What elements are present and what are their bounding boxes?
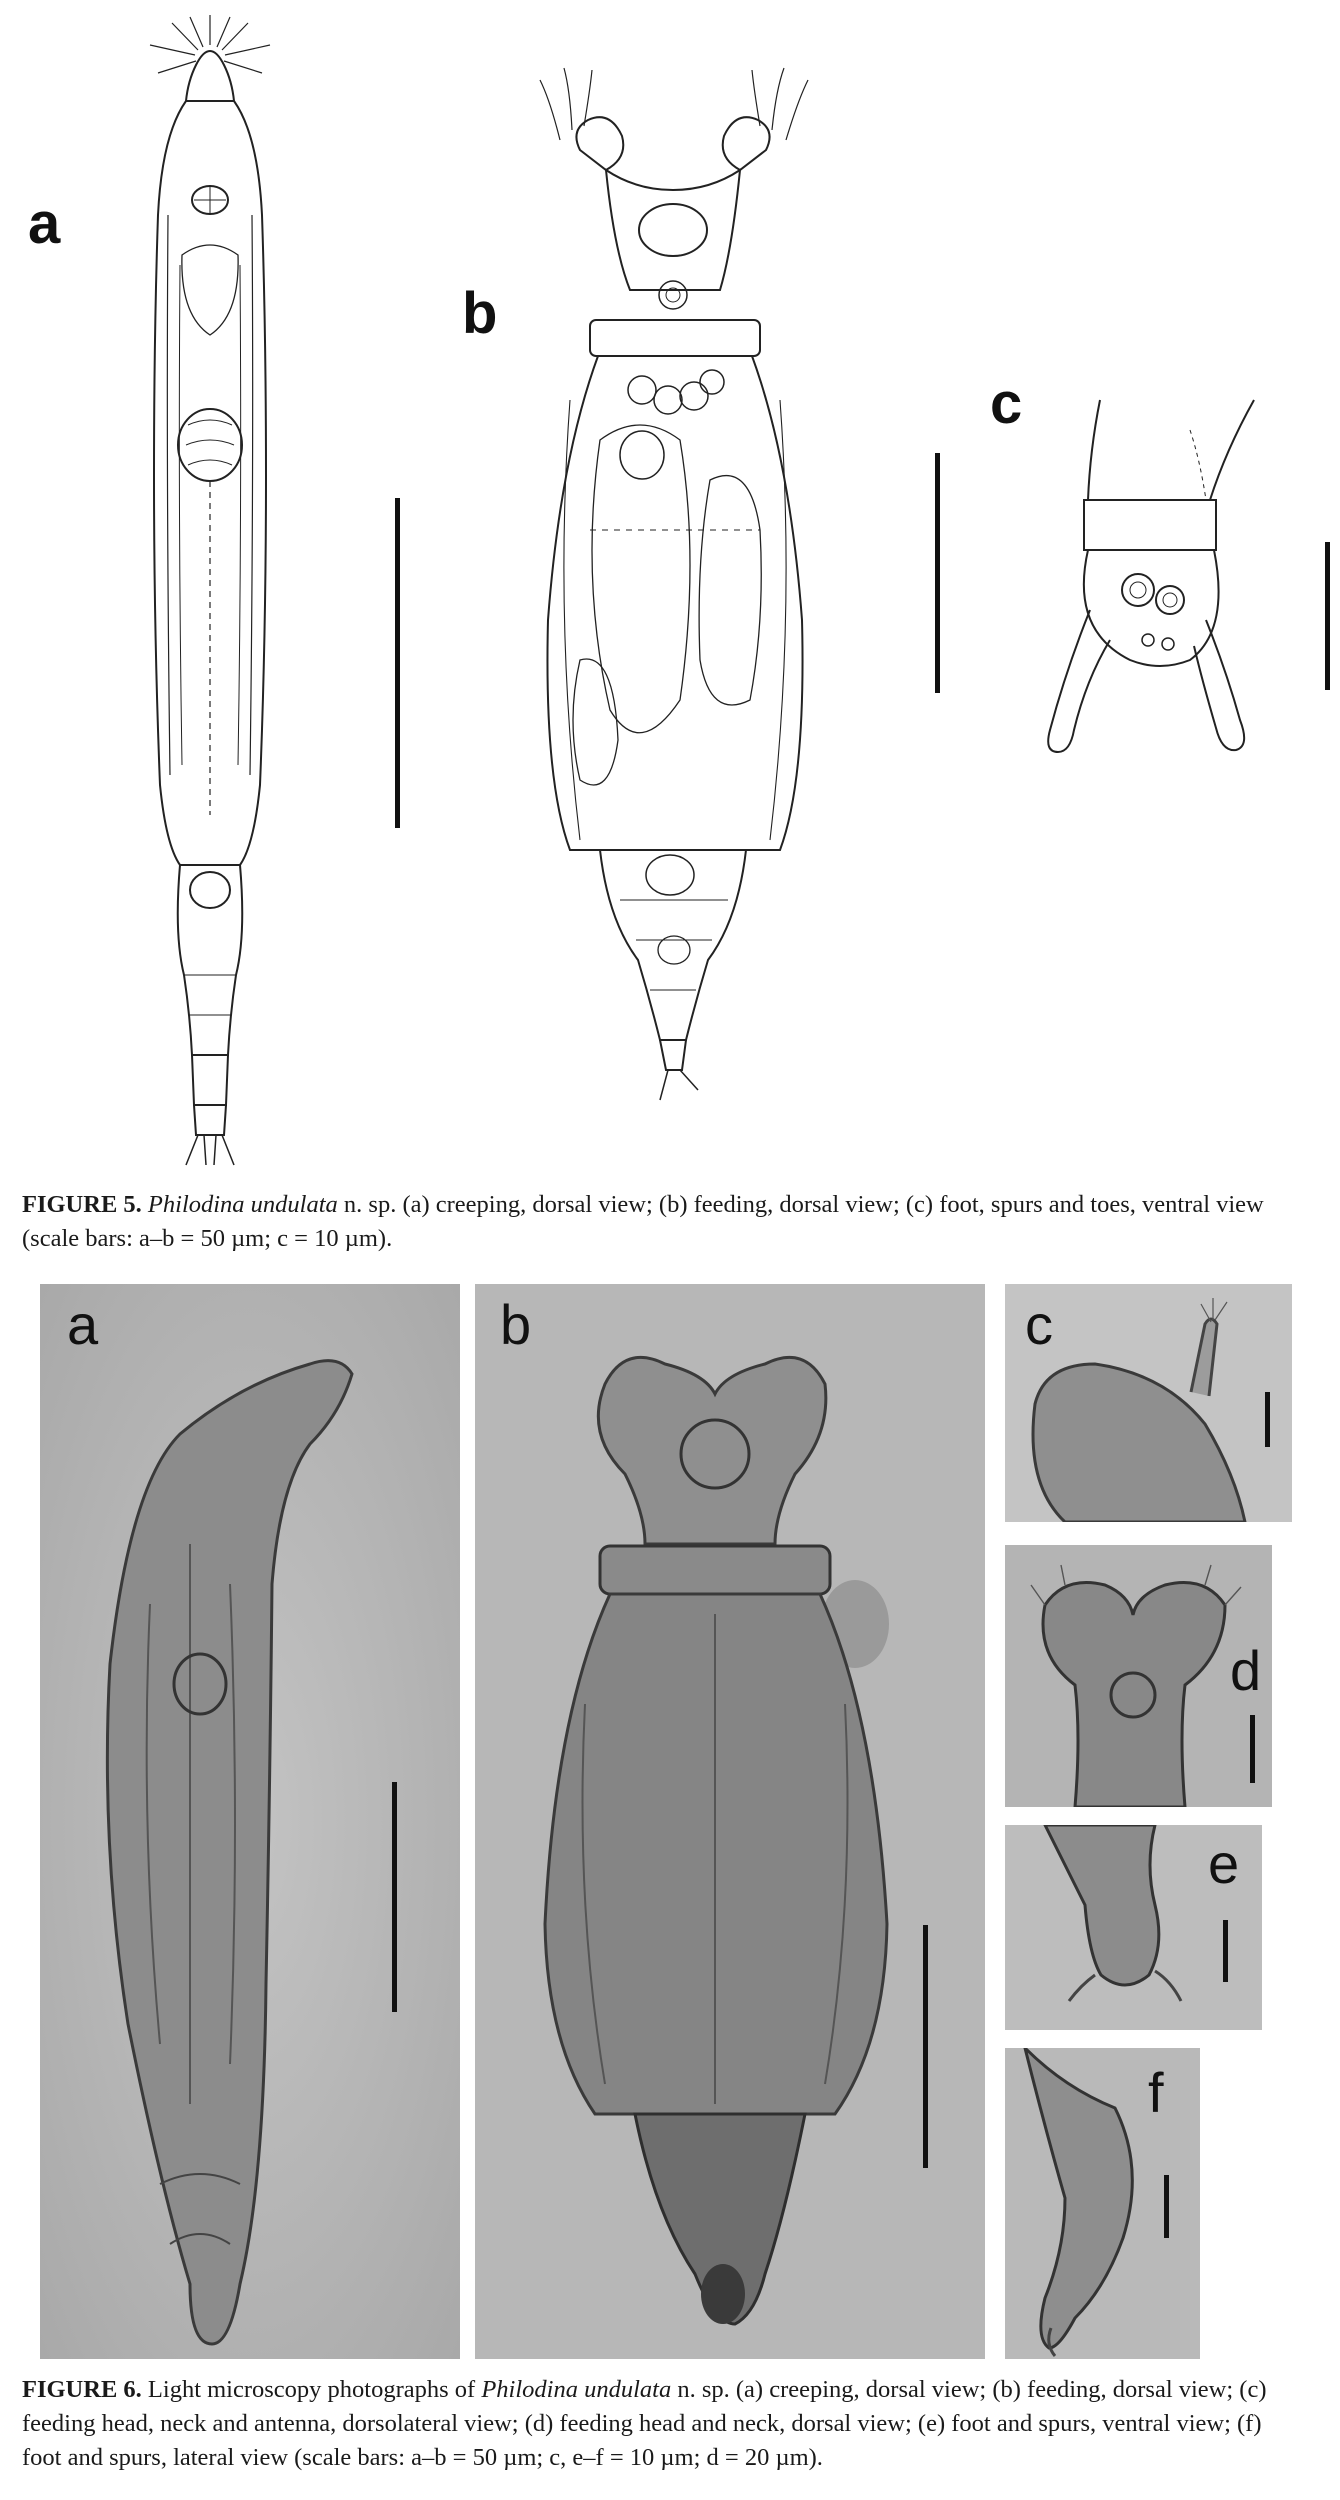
fig5-caption-line1 [22,1188,1322,1222]
fig5-panel-a-letter: a [28,191,61,256]
fig5-caption-line2: (scale bars: a–b = 50 µm; c = 10 µm). [22,1225,393,1252]
fig5-panel-c-scale-bar [1325,542,1330,690]
fig5-panel-b-drawing [510,60,850,1120]
fig6-panel-f-letter: f [1148,2061,1164,2124]
fig6-caption-label: FIGURE 6. [22,2376,142,2403]
fig6-panel-f-scale-bar [1164,2175,1169,2238]
fig6-panel-c-letter: c [1025,1293,1053,1356]
fig5-caption [22,1188,1322,1256]
fig6-photo-b [475,1284,985,2359]
fig6-caption-line1 [22,2373,1322,2407]
fig5-caption-species: Philodina undulata [147,1191,338,1218]
fig6-photo-f [1005,2048,1200,2359]
fig5-panel-a-drawing [110,15,310,1175]
fig6-panel-c-scale-bar [1265,1392,1270,1447]
fig6-panel-d-scale-bar [1250,1715,1255,1783]
fig6-panel-d-letter: d [1230,1639,1262,1702]
fig5-panel-b-scale-bar [935,453,940,693]
fig5-caption-label: FIGURE 5. [22,1191,142,1218]
fig6-panel-a-scale-bar [392,1782,397,2012]
fig6-panel-b-letter: b [500,1293,532,1356]
fig5-panel-a-scale-bar [395,498,400,828]
fig6-caption-line3: foot and spurs, lateral view (scale bars: a–b = 50 µm; c, e–f = 10 µm; d = 20 µm). [22,2444,823,2471]
fig6-caption-line1-text: n. sp. (a) creeping, dorsal view; (b) feeding, dorsal view; (c) [671,2376,1267,2403]
fig5-panel-c-drawing [1030,390,1270,780]
fig6-caption-line2: feeding head, neck and antenna, dorsolateral view; (d) feeding head and neck, dorsal view; (e) foot and spurs, ventral view; (f) [22,2410,1262,2437]
fig6-panel-b-scale-bar [923,1925,928,2168]
fig6-panel-a-letter: a [67,1293,99,1356]
fig5-caption-line1-text: n. sp. (a) creeping, dorsal view; (b) feeding, dorsal view; (c) foot, spurs and toes, ventral view [337,1191,1264,1218]
fig6-panel-e-letter: e [1208,1832,1240,1895]
fig6-photo-a [40,1284,460,2359]
fig6-caption [22,2373,1322,2475]
fig6-caption-species: Philodina undulata [481,2376,672,2403]
fig5-panel-c-letter: c [990,371,1023,436]
fig6-caption-line1-pre: Light microscopy photographs of [141,2376,482,2403]
fig5-panel-b-letter: b [462,281,498,346]
fig6-panel-e-scale-bar [1223,1920,1228,1982]
